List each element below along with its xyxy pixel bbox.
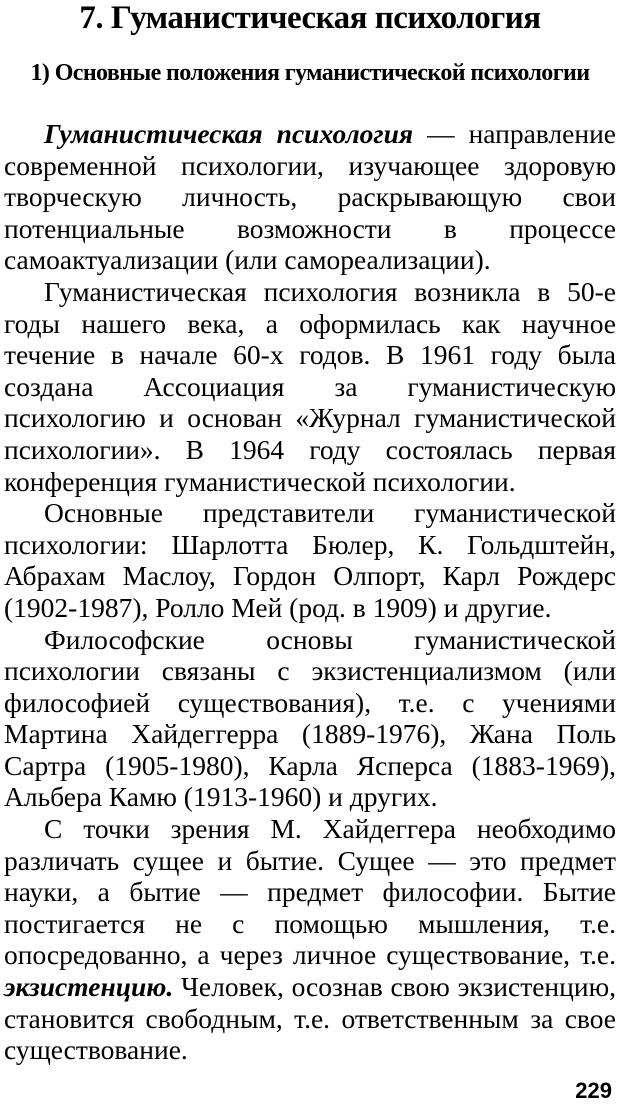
page-number: 229 xyxy=(575,1078,612,1103)
paragraph-text: Гуманистическая психология возникла в 50-е годы нашего века, а оформилась как научное течение в начале 60-х годов. В 1961 году была создана Ассоциация за гуманистическую психологию и основан «Журнал гуманистической психологии». В 1964 году состоялась первая конференция гуманистической психологии. xyxy=(4,275,616,497)
paragraph-philosophy xyxy=(4,624,616,814)
paragraph-history xyxy=(4,276,616,497)
paragraph-definition xyxy=(4,118,616,276)
paragraph-text: — направление современной психологии, изучающее здоровую творческую личность, раскрывающую свои потенциальные возможности в процессе самоактуализации (или самореализации). xyxy=(4,118,616,276)
term-existence: экзистенцию. xyxy=(4,971,174,1003)
section-title: 1) Основные положения гуманистической психологии xyxy=(30,60,590,86)
paragraph-heidegger xyxy=(4,813,616,1066)
chapter-title: 7. Гуманистическая психология xyxy=(79,0,541,36)
paragraph-text: Человек, осознав свою экзистенцию, становится свободным, т.е. ответственным за свое существование. xyxy=(4,971,616,1066)
paragraph-text: Философские основы гуманистической психологии связаны с экзистенциализмом (или философией существования), т.е. с учениями Мартина Хайдеггерра (1889-1976), Жана Поль Сартра (1905-1980), Карла Ясперса (1883-1969), Альбера Камю (1913-1960) и других. xyxy=(4,623,616,813)
paragraph-representatives xyxy=(4,497,616,623)
body-text xyxy=(4,118,616,1066)
paragraph-text: С точки зрения М. Хайдеггера необходимо различать сущее и бытие. Сущее — это предмет науки, а бытие — предмет философии. Бытие постигается не с помощью мышления, т.е. опосредованно, а через личное существование, т.е. xyxy=(4,813,616,971)
term-humanistic-psychology: Гуманистическая психология xyxy=(44,118,414,149)
paragraph-text: Основные представители гуманистической психологии: Шарлотта Бюлер, К. Гольдштейн, Абрахам Маслоу, Гордон Олпорт, Карл Рождерс (1902-1987), Ролло Мей (род. в 1909) и другие. xyxy=(4,497,616,623)
